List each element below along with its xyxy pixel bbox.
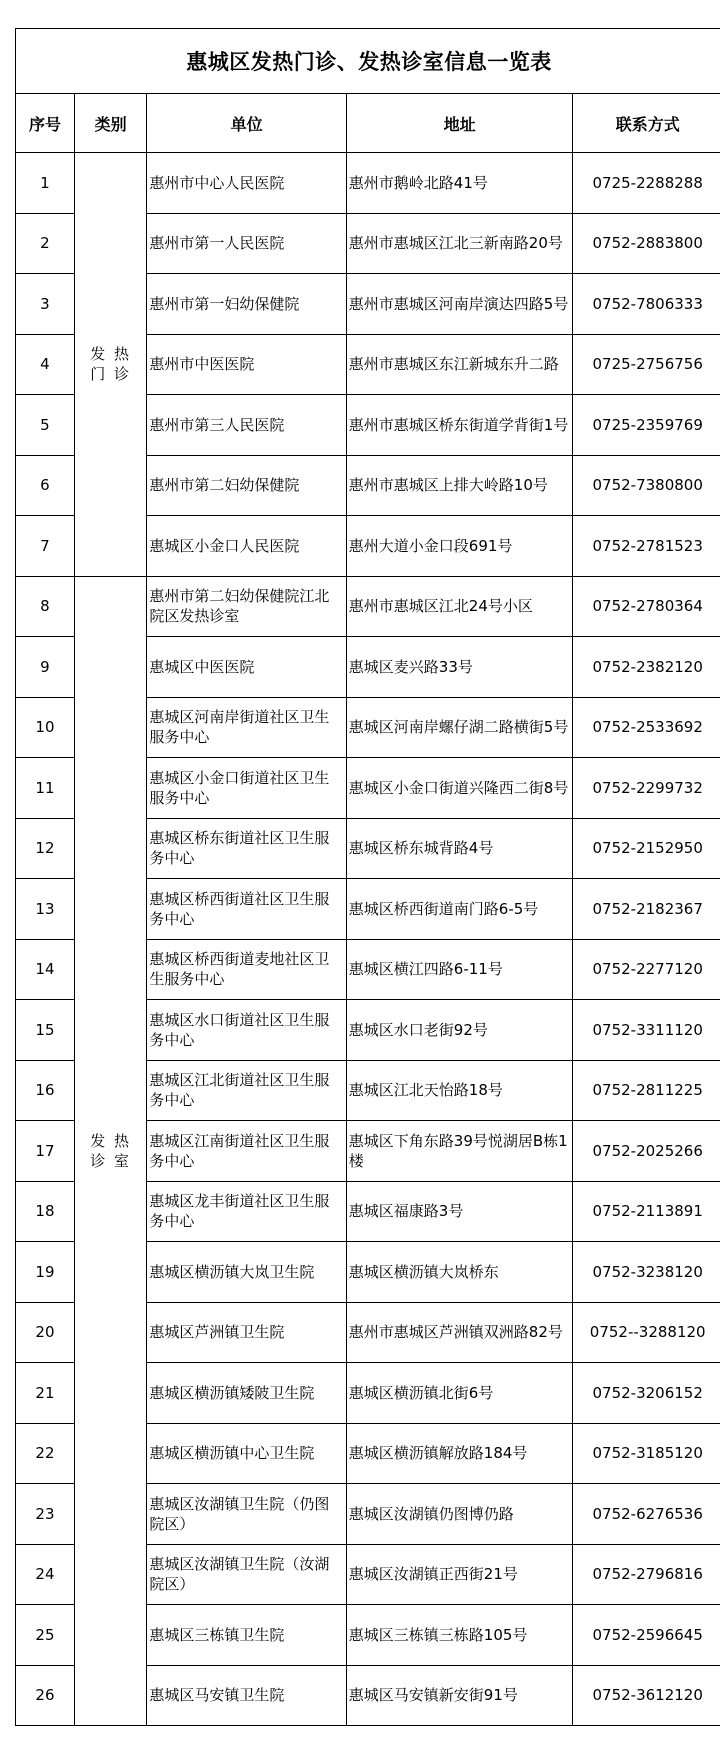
unit-name: 惠城区河南岸街道社区卫生服务中心 — [147, 697, 346, 758]
unit-name: 惠城区桥西街道麦地社区卫生服务中心 — [147, 939, 346, 1000]
unit-address: 惠州市惠城区芦洲镇双洲路82号 — [346, 1302, 573, 1363]
unit-address: 惠州市惠城区东江新城东升二路 — [346, 334, 573, 395]
contact-phone: 0752-2182367 — [573, 879, 720, 940]
unit-address: 惠城区横沥镇北街6号 — [346, 1363, 573, 1424]
header-contact: 联系方式 — [573, 94, 720, 153]
unit-address: 惠城区桥东城背路4号 — [346, 818, 573, 879]
fever-clinic-table-sheet — [15, 28, 720, 1726]
unit-address: 惠州市鹅岭北路41号 — [346, 153, 573, 214]
category-label: 发 热 门 诊 — [90, 345, 132, 384]
header-unit: 单位 — [147, 94, 346, 153]
unit-address: 惠州市惠城区江北三新南路20号 — [346, 213, 573, 274]
header-row — [16, 94, 720, 153]
contact-phone: 0752-2152950 — [573, 818, 720, 879]
unit-address: 惠城区桥西街道南门路6-5号 — [346, 879, 573, 940]
unit-name: 惠城区龙丰街道社区卫生服务中心 — [147, 1181, 346, 1242]
row-number: 8 — [16, 576, 75, 637]
row-number: 20 — [16, 1302, 75, 1363]
unit-address: 惠城区麦兴路33号 — [346, 637, 573, 698]
unit-address: 惠城区江北天怡路18号 — [346, 1060, 573, 1121]
row-number: 12 — [16, 818, 75, 879]
row-number: 2 — [16, 213, 75, 274]
unit-name: 惠城区三栋镇卫生院 — [147, 1605, 346, 1666]
contact-phone: 0752-2382120 — [573, 637, 720, 698]
contact-phone: 0752--3288120 — [573, 1302, 720, 1363]
contact-phone: 0752-3311120 — [573, 1000, 720, 1061]
unit-name: 惠城区桥西街道社区卫生服务中心 — [147, 879, 346, 940]
contact-phone: 0752-7806333 — [573, 274, 720, 335]
row-number: 3 — [16, 274, 75, 335]
unit-name: 惠城区汝湖镇卫生院（仍图院区） — [147, 1484, 346, 1545]
row-number: 1 — [16, 153, 75, 214]
contact-phone: 0752-2781523 — [573, 516, 720, 577]
contact-phone: 0752-2113891 — [573, 1181, 720, 1242]
unit-name: 惠城区芦洲镇卫生院 — [147, 1302, 346, 1363]
table-row — [16, 153, 720, 214]
unit-name: 惠城区中医医院 — [147, 637, 346, 698]
unit-name: 惠城区横沥镇大岚卫生院 — [147, 1242, 346, 1303]
unit-address: 惠城区水口老街92号 — [346, 1000, 573, 1061]
unit-name: 惠州市第一妇幼保健院 — [147, 274, 346, 335]
unit-name: 惠州市第二妇幼保健院 — [147, 455, 346, 516]
contact-phone: 0752-3238120 — [573, 1242, 720, 1303]
unit-name: 惠城区江北街道社区卫生服务中心 — [147, 1060, 346, 1121]
category-label: 发 热 诊 室 — [90, 1131, 132, 1170]
unit-address: 惠州市惠城区河南岸演达四路5号 — [346, 274, 573, 335]
unit-address: 惠城区横沥镇大岚桥东 — [346, 1242, 573, 1303]
contact-phone: 0752-2299732 — [573, 758, 720, 819]
row-number: 13 — [16, 879, 75, 940]
fever-clinic-table — [15, 28, 720, 1726]
row-number: 6 — [16, 455, 75, 516]
row-number: 14 — [16, 939, 75, 1000]
table-row — [16, 576, 720, 637]
unit-address: 惠城区汝湖镇正西街21号 — [346, 1544, 573, 1605]
unit-name: 惠城区桥东街道社区卫生服务中心 — [147, 818, 346, 879]
contact-phone: 0752-6276536 — [573, 1484, 720, 1545]
unit-name: 惠州市第二妇幼保健院江北院区发热诊室 — [147, 576, 346, 637]
unit-name: 惠城区江南街道社区卫生服务中心 — [147, 1121, 346, 1182]
row-number: 21 — [16, 1363, 75, 1424]
row-number: 22 — [16, 1423, 75, 1484]
contact-phone: 0725-2288288 — [573, 153, 720, 214]
contact-phone: 0725-2756756 — [573, 334, 720, 395]
contact-phone: 0752-2780364 — [573, 576, 720, 637]
contact-phone: 0752-3185120 — [573, 1423, 720, 1484]
row-number: 7 — [16, 516, 75, 577]
contact-phone: 0752-3206152 — [573, 1363, 720, 1424]
row-number: 15 — [16, 1000, 75, 1061]
unit-address: 惠城区河南岸螺仔湖二路横街5号 — [346, 697, 573, 758]
contact-phone: 0752-2277120 — [573, 939, 720, 1000]
unit-address: 惠城区三栋镇三栋路105号 — [346, 1605, 573, 1666]
header-category: 类别 — [74, 94, 147, 153]
contact-phone: 0752-2883800 — [573, 213, 720, 274]
unit-name: 惠城区水口街道社区卫生服务中心 — [147, 1000, 346, 1061]
row-number: 26 — [16, 1665, 75, 1726]
category-fever-room — [74, 576, 147, 1726]
row-number: 5 — [16, 395, 75, 456]
unit-name: 惠城区小金口街道社区卫生服务中心 — [147, 758, 346, 819]
contact-phone: 0752-7380800 — [573, 455, 720, 516]
unit-name: 惠州市中医医院 — [147, 334, 346, 395]
unit-name: 惠城区马安镇卫生院 — [147, 1665, 346, 1726]
row-number: 25 — [16, 1605, 75, 1666]
unit-name: 惠城区横沥镇中心卫生院 — [147, 1423, 346, 1484]
unit-address: 惠城区横沥镇解放路184号 — [346, 1423, 573, 1484]
header-num: 序号 — [16, 94, 75, 153]
unit-address: 惠州市惠城区桥东街道学背街1号 — [346, 395, 573, 456]
contact-phone: 0752-2811225 — [573, 1060, 720, 1121]
unit-address: 惠州市惠城区上排大岭路10号 — [346, 455, 573, 516]
unit-name: 惠城区小金口人民医院 — [147, 516, 346, 577]
unit-address: 惠州大道小金口段691号 — [346, 516, 573, 577]
unit-address: 惠城区马安镇新安街91号 — [346, 1665, 573, 1726]
contact-phone: 0752-2533692 — [573, 697, 720, 758]
row-number: 18 — [16, 1181, 75, 1242]
unit-address: 惠州市惠城区江北24号小区 — [346, 576, 573, 637]
unit-name: 惠州市第一人民医院 — [147, 213, 346, 274]
category-fever-clinic — [74, 153, 147, 577]
contact-phone: 0752-2796816 — [573, 1544, 720, 1605]
row-number: 11 — [16, 758, 75, 819]
row-number: 19 — [16, 1242, 75, 1303]
unit-name: 惠州市第三人民医院 — [147, 395, 346, 456]
unit-name: 惠城区横沥镇矮陂卫生院 — [147, 1363, 346, 1424]
unit-name: 惠州市中心人民医院 — [147, 153, 346, 214]
contact-phone: 0752-2025266 — [573, 1121, 720, 1182]
row-number: 4 — [16, 334, 75, 395]
unit-address: 惠城区小金口街道兴隆西二街8号 — [346, 758, 573, 819]
unit-address: 惠城区横江四路6-11号 — [346, 939, 573, 1000]
contact-phone: 0752-2596645 — [573, 1605, 720, 1666]
table-title: 惠城区发热门诊、发热诊室信息一览表 — [16, 29, 720, 94]
row-number: 16 — [16, 1060, 75, 1121]
row-number: 17 — [16, 1121, 75, 1182]
row-number: 23 — [16, 1484, 75, 1545]
unit-address: 惠城区下角东路39号悦湖居B栋1楼 — [346, 1121, 573, 1182]
unit-address: 惠城区汝湖镇仍图博仍路 — [346, 1484, 573, 1545]
unit-address: 惠城区福康路3号 — [346, 1181, 573, 1242]
contact-phone: 0752-3612120 — [573, 1665, 720, 1726]
row-number: 10 — [16, 697, 75, 758]
unit-name: 惠城区汝湖镇卫生院（汝湖院区） — [147, 1544, 346, 1605]
header-address: 地址 — [346, 94, 573, 153]
row-number: 9 — [16, 637, 75, 698]
contact-phone: 0725-2359769 — [573, 395, 720, 456]
row-number: 24 — [16, 1544, 75, 1605]
